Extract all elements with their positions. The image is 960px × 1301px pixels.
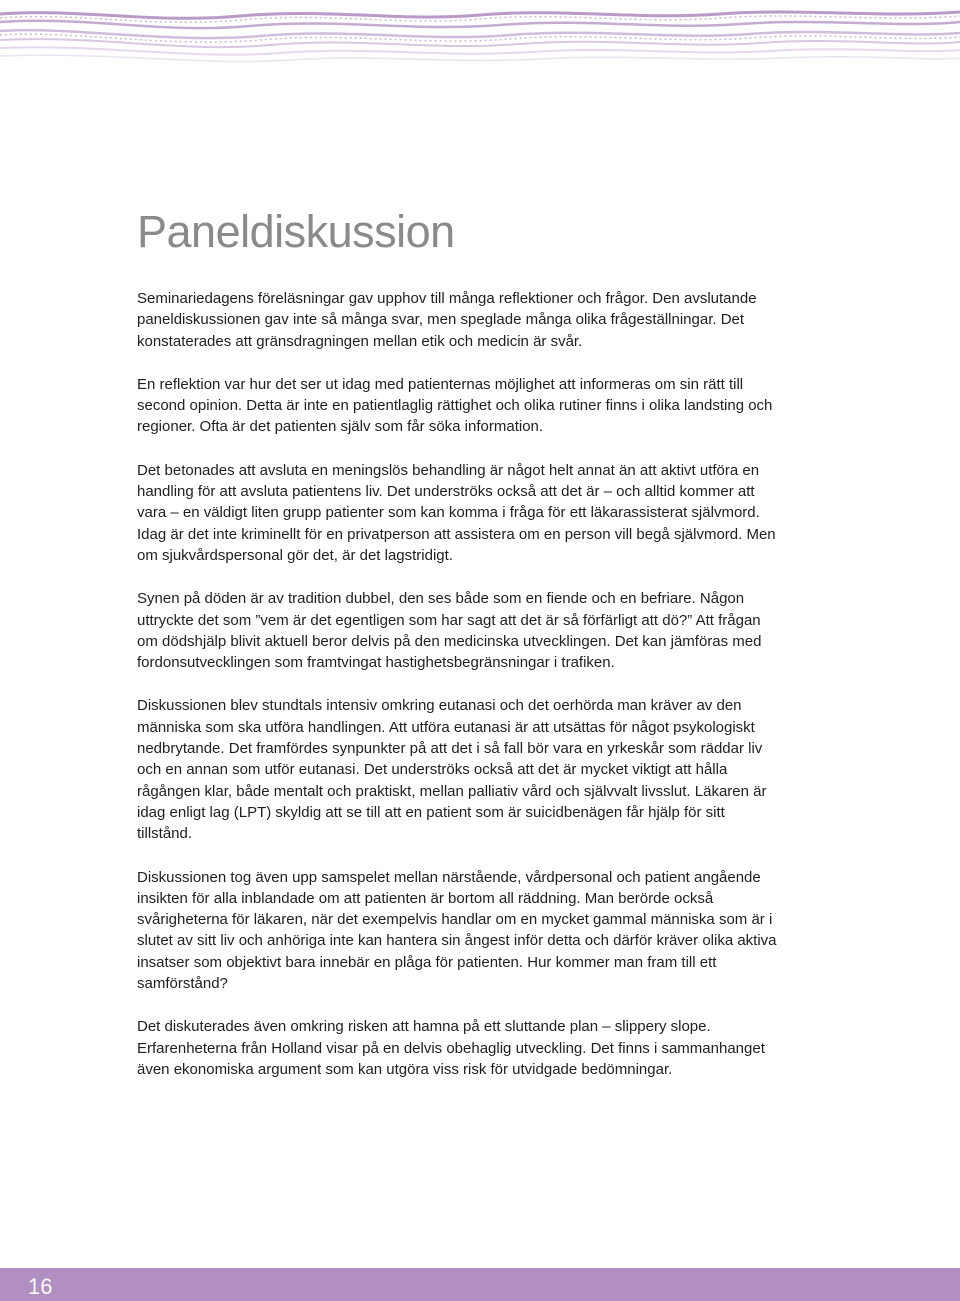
paragraph: Det diskuterades även omkring risken att hamna på ett sluttande plan – slippery slope. Erfarenheterna från Holland visar på en delvis obehaglig utveckling. Det finns i sammanhanget även ekonomiska argument som kan utgöra viss risk för utvidgade bedömningar. xyxy=(137,1018,765,1078)
header-wave-decoration xyxy=(0,0,960,80)
paragraph: Synen på döden är av tradition dubbel, den ses både som en fiende och en befriare. Någon uttryckte det som ”vem är det egentligen som har sagt att det är så förfärligt att dö?” Att frågan om dödshjälp blivit aktuell beror delvis på den medicinska utvecklingen. Det kan jämföras med fordonsutvecklingen som framtvingat hastighetsbegränsningar i trafiken. xyxy=(137,590,762,672)
article-body xyxy=(137,288,777,1102)
paragraph: Seminariedagens föreläsningar gav upphov till många reflektioner och frågor. Den avslutande paneldiskussionen gav inte så många svar, men speglade många olika frågeställningar. Det konstaterades att gränsdragningen mellan etik och medicin är svår. xyxy=(137,290,757,350)
paragraph: Diskussionen tog även upp samspelet mellan närstående, vårdpersonal och patient angående insikten för alla inblandade om att patienten är bortom all räddning. Man berörde också svårigheterna för läkaren, när det exempelvis handlar om en mycket gammal människa som är i slutet av sitt liv och anhöriga inte kan hantera sin ångest inför detta och därför kräver olika aktiva insatser som objektivt bara innebär en plåga för patienten. Hur kommer man fram till ett samförstånd? xyxy=(137,868,777,993)
page-number: 16 xyxy=(28,1274,53,1299)
paragraph: Det betonades att avsluta en meningslös behandling är något helt annat än att aktivt utföra en handling för att avsluta patientens liv. Det underströks också att det är – och alltid kommer att vara – en väldigt liten grupp patienter som kan komma i fråga för ett läkarassisterat självmord. Idag är det inte kriminellt för en privatperson att assistera om en person vill begå självmord. Men om sjukvårdspersonal gör det, är det lagstridigt. xyxy=(137,461,776,564)
paragraph: En reflektion var hur det ser ut idag med patienternas möjlighet att informeras om sin rätt till second opinion. Detta är inte en patientlaglig rättighet och olika rutiner finns i olika landsting och regioner. Ofta är det patienten själv som får söka information. xyxy=(137,375,773,436)
page-title: Paneldiskussion xyxy=(137,206,455,257)
paragraph: Diskussionen blev stundtals intensiv omkring eutanasi och det oerhörda man kräver av den människa som ska utföra handlingen. Att utföra eutanasi är att utsättas för något psykologiskt nedbrytande. Det framfördes synpunkter på att det i så fall bör vara en yrkeskår som räddar liv och en annan som utför eutanasi. Det underströks också att det är mycket viktigt att hålla rågången klar, både mentalt och praktiskt, mellan palliativ vård och självvalt livsslut. Läkaren är idag enligt lag (LPT) skyldig att se till att en patient som är suicidbenägen får hjälp för sitt tillstånd. xyxy=(137,697,767,843)
footer-bar xyxy=(0,1268,960,1301)
